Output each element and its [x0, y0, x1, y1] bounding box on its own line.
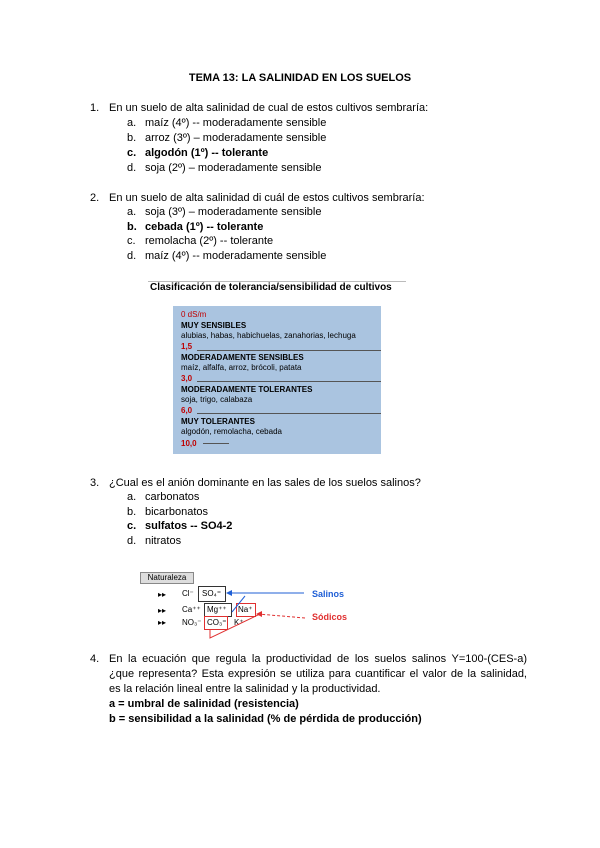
q4-line-2: ¿que representa? Esta expresión se utiliza para cuantificar el valor de la salinidad,: [109, 668, 527, 680]
page-title: TEMA 13: LA SALINIDAD EN LOS SUELOS: [188, 72, 412, 84]
ion-no3: NO₃⁻: [182, 618, 202, 627]
threshold-4: 10,0: [181, 439, 197, 448]
threshold-line: [197, 350, 381, 351]
sodicos-arrow-2: [210, 614, 260, 638]
category-muy-sensibles: MUY SENSIBLES: [181, 321, 247, 330]
crops-mod-tolerantes: soja, trigo, calabaza: [181, 395, 253, 404]
option-1b: b. arroz (3º) – moderadamente sensible: [127, 132, 327, 144]
question-text: En un suelo de alta salinidad di cuál de estos cultivos sembraría:: [109, 192, 425, 204]
threshold-3: 6,0: [181, 406, 193, 415]
tolerance-table: [173, 306, 381, 454]
option-3b: b. bicarbonatos: [127, 506, 208, 518]
answer-b: b = sensibilidad a la salinidad (% de pérdida de producción): [109, 713, 422, 725]
ion-cl: Cl⁻: [182, 589, 194, 598]
option-1d: d. soja (2º) – moderadamente sensible: [127, 162, 322, 174]
question-4-body: [109, 652, 527, 727]
option-3a: a. carbonatos: [127, 491, 200, 503]
salinos-arrowhead: [226, 590, 232, 596]
ion-co3: CO₃⁼: [207, 618, 227, 627]
salt-nature-diagram: [140, 570, 380, 660]
salinos-arrow-2: [232, 596, 245, 612]
option-1c-answer: c. algodón (1º) -- tolerante: [127, 147, 269, 159]
q4-line-3: es la relación lineal entre la salinidad y la productividad.: [109, 683, 381, 695]
option-2a: a. soja (3º) – moderadamente sensible: [127, 206, 322, 218]
option-1a: a. maíz (4º) -- moderadamente sensible: [127, 117, 327, 129]
q4-line-1: En la ecuación que regula la productividad de los suelos salinos Y=100-(CES-a): [109, 653, 527, 665]
threshold-1: 1,5: [181, 342, 193, 351]
label-sodicos: Sódicos: [312, 612, 348, 622]
threshold-0: 0 dS/m: [181, 310, 207, 319]
crops-muy-tolerantes: algodón, remolacha, cebada: [181, 427, 282, 436]
ion-k: K⁺: [234, 618, 244, 627]
option-2b-answer: b. cebada (1º) -- tolerante: [127, 221, 264, 233]
category-mod-sensibles: MODERADAMENTE SENSIBLES: [181, 353, 304, 362]
option-2c: c. remolacha (2º) -- tolerante: [127, 235, 274, 247]
question-number: 3.: [90, 477, 100, 489]
bullet-arrow-icon: ▸▸: [158, 606, 167, 615]
question-number: 4.: [90, 653, 100, 665]
sodicos-arrow: [258, 614, 305, 618]
bullet-arrow-icon: ▸▸: [158, 590, 167, 599]
ion-ca: Ca⁺⁺: [182, 605, 201, 614]
threshold-line: [197, 381, 381, 382]
label-salinos: Salinos: [312, 589, 345, 599]
figure-title: Clasificación de tolerancia/sensibilidad de cultivos: [150, 282, 392, 293]
threshold-line: [203, 443, 229, 444]
bullet-arrow-icon: ▸▸: [158, 618, 167, 627]
answer-a: a = umbral de salinidad (resistencia): [109, 698, 299, 710]
threshold-line: [197, 413, 381, 414]
ion-na: Na⁺: [238, 605, 253, 614]
crops-mod-sensibles: maíz, alfalfa, arroz, brócoli, patata: [181, 363, 302, 372]
question-text: En un suelo de alta salinidad de cual de estos cultivos sembraría:: [109, 102, 429, 114]
threshold-2: 3,0: [181, 374, 193, 383]
option-3d: d. nitratos: [127, 535, 182, 547]
question-text: ¿Cual es el anión dominante en las sales de los suelos salinos?: [109, 477, 421, 489]
question-number: 2.: [90, 192, 100, 204]
ion-mg: Mg⁺⁺: [207, 605, 227, 614]
option-3c-answer: c. sulfatos -- SO4-2: [127, 520, 233, 532]
question-number: 1.: [90, 102, 100, 114]
category-mod-tolerantes: MODERADAMENTE TOLERANTES: [181, 385, 313, 394]
ion-so4: SO₄⁼: [202, 589, 222, 598]
option-2d: d. maíz (4º) -- moderadamente sensible: [127, 250, 327, 262]
category-muy-tolerantes: MUY TOLERANTES: [181, 417, 255, 426]
crops-muy-sensibles: alubias, habas, habichuelas, zanahorias, lechuga: [181, 331, 356, 340]
diagram-header: Naturaleza: [140, 572, 194, 584]
